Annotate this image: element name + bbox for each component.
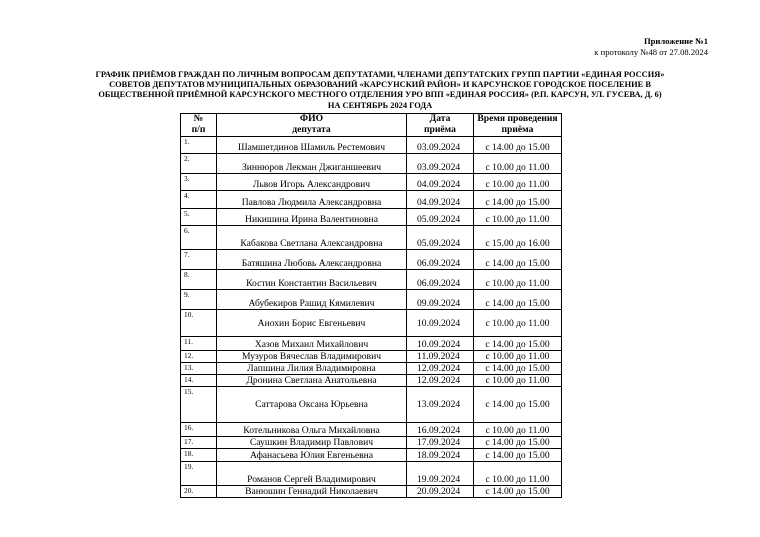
- deputy-name: Кабакова Светлана Александровна: [217, 226, 407, 250]
- table-row: [181, 437, 562, 449]
- reception-time: с 14.00 до 15.00: [474, 387, 562, 423]
- row-number: 10.: [181, 310, 217, 337]
- row-number: 17.: [181, 437, 217, 449]
- header-time-line-1: Время проведения: [477, 113, 558, 124]
- deputy-name: Анохин Борис Евгеньевич: [217, 310, 407, 337]
- reception-date: 10.09.2024: [407, 337, 474, 351]
- deputy-name: Саушкин Владимир Павлович: [217, 437, 407, 449]
- header-date-line-1: Дата: [429, 113, 451, 124]
- deputy-name: Павлова Людмила Александровна: [217, 191, 407, 209]
- header-num: [181, 114, 217, 137]
- reception-time: с 10.00 до 11.00: [474, 310, 562, 337]
- table-row: [181, 337, 562, 351]
- row-number: 3.: [181, 174, 217, 191]
- header-num-line-1: №: [193, 113, 204, 124]
- reception-date: 06.09.2024: [407, 270, 474, 290]
- table-row: [181, 375, 562, 387]
- reception-time: с 10.00 до 11.00: [474, 375, 562, 387]
- deputy-name: Музуров Вячеслав Владимирович: [217, 351, 407, 363]
- reception-date: 05.09.2024: [407, 226, 474, 250]
- heading-line-1: ГРАФИК ПРИЁМОВ ГРАЖДАН ПО ЛИЧНЫМ ВОПРОСАМ ДЕПУТАТАМИ, ЧЛЕНАМИ ДЕПУТАТСКИХ ГРУПП ПАРТИИ «ЕДИНАЯ РОССИЯ»: [95, 70, 665, 79]
- table-row: [181, 363, 562, 375]
- table-row: [181, 250, 562, 270]
- appendix-note: [594, 36, 708, 57]
- deputy-name: Лапшина Лилия Владимировна: [217, 363, 407, 375]
- table-row: [181, 423, 562, 437]
- row-number: 1.: [181, 137, 217, 154]
- deputy-name: Абубекиров Рашид Кямилевич: [217, 290, 407, 310]
- reception-time: с 14.00 до 15.00: [474, 437, 562, 449]
- reception-date: 04.09.2024: [407, 191, 474, 209]
- row-number: 7.: [181, 250, 217, 270]
- row-number: 11.: [181, 337, 217, 351]
- table-row: [181, 486, 562, 498]
- reception-time: с 14.00 до 15.00: [474, 486, 562, 498]
- header-fio: [217, 114, 407, 137]
- reception-time: с 10.00 до 11.00: [474, 351, 562, 363]
- deputy-name: Афанасьева Юлия Евгеньевна: [217, 449, 407, 462]
- deputy-name: Шамшетдинов Шамиль Рестемович: [217, 137, 407, 154]
- table-row: [181, 462, 562, 486]
- schedule-table: [180, 113, 562, 498]
- deputy-name: Батяшина Любовь Александровна: [217, 250, 407, 270]
- reception-date: 19.09.2024: [407, 462, 474, 486]
- deputy-name: Никишина Ирина Валентиновна: [217, 209, 407, 226]
- deputy-name: Зиннюров Лекман Джиганшеевич: [217, 154, 407, 174]
- reception-date: 12.09.2024: [407, 375, 474, 387]
- reception-time: с 15.00 до 16.00: [474, 226, 562, 250]
- row-number: 5.: [181, 209, 217, 226]
- header-fio-line-1: ФИО: [299, 113, 324, 124]
- reception-time: с 14.00 до 15.00: [474, 449, 562, 462]
- deputy-name: Ванюшин Геннадий Николаевич: [217, 486, 407, 498]
- table-row: [181, 137, 562, 154]
- row-number: 20.: [181, 486, 217, 498]
- reception-date: 12.09.2024: [407, 363, 474, 375]
- table-row: [181, 209, 562, 226]
- deputy-name: Хазов Михаил Михайлович: [217, 337, 407, 351]
- row-number: 16.: [181, 423, 217, 437]
- reception-date: 16.09.2024: [407, 423, 474, 437]
- table-row: [181, 154, 562, 174]
- reception-time: с 10.00 до 11.00: [474, 423, 562, 437]
- deputy-name: Романов Сергей Владимирович: [217, 462, 407, 486]
- table-row: [181, 449, 562, 462]
- heading-line-3: ОБЩЕСТВЕННОЙ ПРИЁМНОЙ КАРСУНСКОГО МЕСТНОГО ОТДЕЛЕНИЯ УРО ВПП «ЕДИНАЯ РОССИЯ» (Р.П. КАРСУН, УЛ. ГУСЕВА, Д. 6): [98, 90, 662, 100]
- reception-date: 17.09.2024: [407, 437, 474, 449]
- reception-date: 18.09.2024: [407, 449, 474, 462]
- row-number: 6.: [181, 226, 217, 250]
- row-number: 18.: [181, 449, 217, 462]
- row-number: 14.: [181, 375, 217, 387]
- deputy-name: Дронина Светлана Анатольевна: [217, 375, 407, 387]
- deputy-name: Костин Константин Васильевич: [217, 270, 407, 290]
- reception-time: с 14.00 до 15.00: [474, 337, 562, 351]
- reception-date: 05.09.2024: [407, 209, 474, 226]
- row-number: 9.: [181, 290, 217, 310]
- header-date: [407, 114, 474, 137]
- reception-date: 06.09.2024: [407, 250, 474, 270]
- row-number: 19.: [181, 462, 217, 486]
- reception-date: 03.09.2024: [407, 137, 474, 154]
- deputy-name: Львов Игорь Александрович: [217, 174, 407, 191]
- heading-line-4: НА СЕНТЯБРЬ 2024 ГОДА: [327, 100, 433, 110]
- header-date-line-2: приёма: [424, 123, 456, 135]
- table-row: [181, 226, 562, 250]
- appendix-protocol: к протоколу №48 от 27.08.2024: [594, 46, 708, 57]
- reception-date: 04.09.2024: [407, 174, 474, 191]
- reception-time: с 14.00 до 15.00: [474, 363, 562, 375]
- reception-date: 13.09.2024: [407, 387, 474, 423]
- header-time: [474, 114, 562, 137]
- reception-date: 09.09.2024: [407, 290, 474, 310]
- table-row: [181, 351, 562, 363]
- header-fio-line-2: депутата: [292, 123, 331, 135]
- table-header-row: [181, 114, 562, 137]
- reception-time: с 14.00 до 15.00: [474, 137, 562, 154]
- table-row: [181, 174, 562, 191]
- row-number: 8.: [181, 270, 217, 290]
- document-heading: [40, 70, 720, 111]
- reception-time: с 10.00 до 11.00: [474, 174, 562, 191]
- reception-date: 20.09.2024: [407, 486, 474, 498]
- reception-date: 03.09.2024: [407, 154, 474, 174]
- reception-time: с 10.00 до 11.00: [474, 209, 562, 226]
- table-row: [181, 270, 562, 290]
- deputy-name: Котельникова Ольга Михайловна: [217, 423, 407, 437]
- table-row: [181, 191, 562, 209]
- reception-time: с 10.00 до 11.00: [474, 270, 562, 290]
- row-number: 15.: [181, 387, 217, 423]
- row-number: 4.: [181, 191, 217, 209]
- reception-time: с 14.00 до 15.00: [474, 191, 562, 209]
- header-num-line-2: п/п: [191, 123, 206, 135]
- reception-time: с 10.00 до 11.00: [474, 154, 562, 174]
- heading-line-2: СОВЕТОВ ДЕПУТАТОВ МУНИЦИПАЛЬНЫХ ОБРАЗОВАНИЙ «КАРСУНСКИЙ РАЙОН» И КАРСУНСКОЕ ГОРОДСКОЕ ПОСЕЛЕНИЕ В: [109, 80, 651, 90]
- reception-date: 11.09.2024: [407, 351, 474, 363]
- row-number: 13.: [181, 363, 217, 375]
- appendix-title: Приложение №1: [643, 36, 708, 46]
- reception-time: с 14.00 до 15.00: [474, 250, 562, 270]
- deputy-name: Саттарова Оксана Юрьевна: [217, 387, 407, 423]
- row-number: 2.: [181, 154, 217, 174]
- header-time-line-2: приёма: [501, 123, 534, 135]
- row-number: 12.: [181, 351, 217, 363]
- table-row: [181, 310, 562, 337]
- table-row: [181, 290, 562, 310]
- reception-date: 10.09.2024: [407, 310, 474, 337]
- reception-time: с 14.00 до 15.00: [474, 290, 562, 310]
- table-row: [181, 387, 562, 423]
- reception-time: с 10.00 до 11.00: [474, 462, 562, 486]
